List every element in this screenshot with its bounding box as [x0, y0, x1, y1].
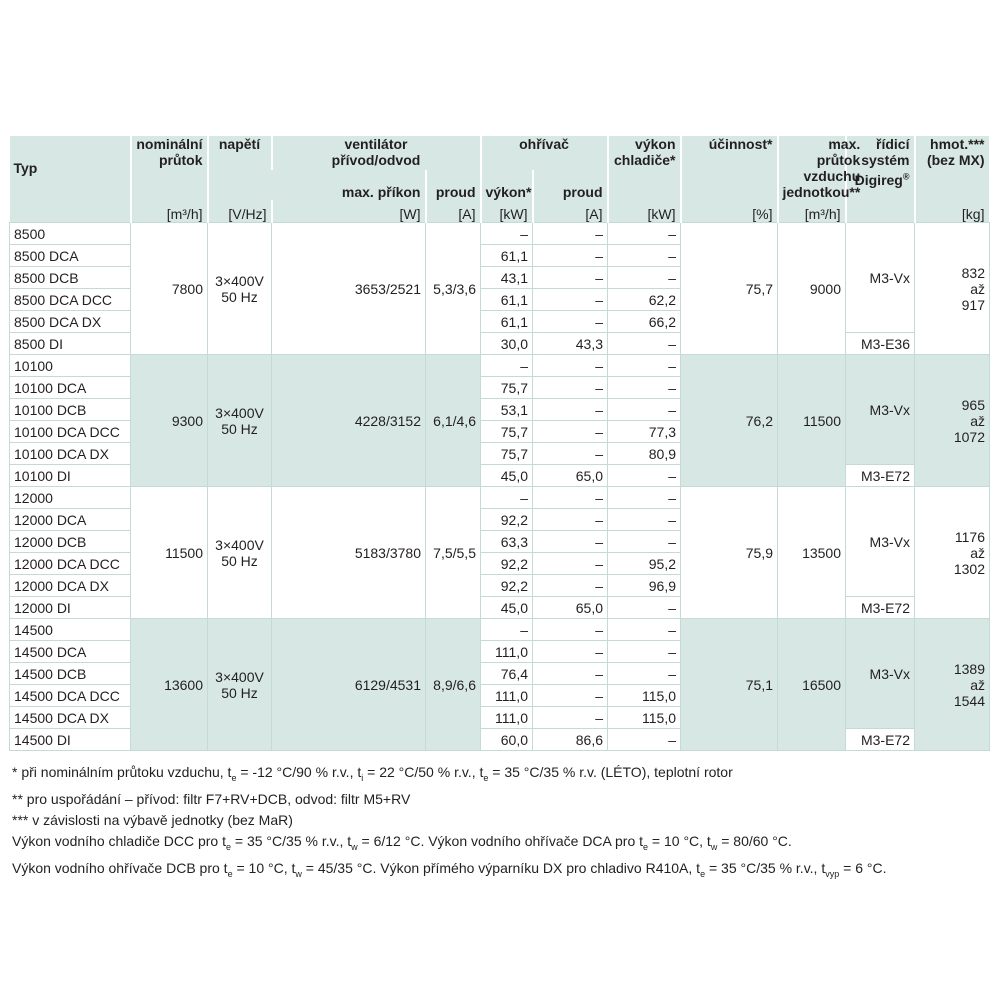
heater-power-cell: –: [481, 223, 533, 245]
heater-power-cell: 61,1: [481, 245, 533, 267]
fan-power-cell: 3653/2521: [272, 223, 426, 355]
weight-no-mx-cell: [915, 487, 990, 619]
control-cell: M3-Vx: [846, 223, 915, 333]
table-row: [10, 487, 990, 509]
heater-power-cell: 61,1: [481, 289, 533, 311]
cooler-cell: –: [608, 245, 681, 267]
col-header-max-flow: [778, 136, 861, 200]
heater-current-cell: 65,0: [533, 597, 608, 619]
type-cell: 10100 DCA DCC: [10, 421, 131, 443]
heater-power-cell: 76,4: [481, 663, 533, 685]
unit-heater-power: [kW]: [481, 200, 533, 223]
model-group: [10, 223, 990, 355]
efficiency-cell: 76,2: [681, 355, 778, 487]
header-text: max. průtok: [816, 136, 861, 168]
col-header-cooler: [608, 136, 681, 200]
header-text: výkon: [635, 136, 676, 152]
header-text: vzduchu: [803, 168, 861, 184]
cooler-cell: 95,2: [608, 553, 681, 575]
footnotes: [12, 762, 992, 884]
type-cell: 14500: [10, 619, 131, 641]
heater-power-cell: –: [481, 355, 533, 377]
type-cell: 12000 DCA DX: [10, 575, 131, 597]
footnote-text: = 45/35 °C. Výkon přímého výparníku DX pro chladivo R410A, t: [301, 859, 701, 876]
registered-mark: ®: [902, 171, 910, 181]
heater-power-cell: 53,1: [481, 399, 533, 421]
heater-power-cell: 30,0: [481, 333, 533, 355]
weight-no-mx-cell: [915, 223, 990, 355]
model-group: [10, 355, 990, 487]
cooler-cell: 77,3: [608, 421, 681, 443]
footnote-text: = 80/60 °C.: [717, 832, 792, 849]
model-group: [10, 487, 990, 619]
max-flow-cell: 11500: [778, 355, 846, 487]
header-text: řídicí: [876, 136, 910, 152]
max-flow-cell: 9000: [778, 223, 846, 355]
header-text: hmot.***: [930, 136, 985, 152]
col-header-fan-current: proud: [426, 170, 481, 200]
fan-current-cell: 6,1/4,6: [426, 355, 481, 487]
control-cell: M3-Vx: [846, 487, 915, 597]
weight-no-mx-cell-value: 1389 až 1544: [953, 660, 985, 709]
type-cell: 10100 DI: [10, 465, 131, 487]
fan-current-cell: 7,5/5,5: [426, 487, 481, 619]
heater-current-cell: –: [533, 707, 608, 729]
heater-power-cell: 43,1: [481, 267, 533, 289]
fan-power-cell: 5183/3780: [272, 487, 426, 619]
nominal-flow-cell: 11500: [131, 487, 208, 619]
heater-power-cell: 45,0: [481, 597, 533, 619]
cooler-cell: –: [608, 663, 681, 685]
col-header-nominal-flow: [131, 136, 208, 200]
cooler-cell: –: [608, 465, 681, 487]
nominal-flow-cell: 7800: [131, 223, 208, 355]
heater-current-cell: –: [533, 553, 608, 575]
heater-power-cell: 60,0: [481, 729, 533, 751]
footnote-text: Výkon vodního ohřívače DCB pro t: [12, 859, 228, 876]
header-text: chladiče*: [614, 152, 676, 168]
footnote-subscript: i: [361, 772, 364, 783]
heater-power-cell: 75,7: [481, 421, 533, 443]
weight-no-mx-cell-value: 1176 až 1302: [953, 528, 985, 577]
col-header-heater-current: proud: [533, 170, 608, 200]
footnote-subscript: e: [226, 841, 232, 852]
footnote-subscript: w: [710, 841, 718, 852]
heater-current-cell: –: [533, 267, 608, 289]
footnote-subscript: w: [295, 868, 302, 879]
weight-no-mx-cell-value: 965 až 1072: [953, 396, 985, 445]
heater-current-cell: –: [533, 223, 608, 245]
efficiency-cell: 75,7: [681, 223, 778, 355]
footnote-text: = 10 °C, t: [232, 859, 296, 876]
col-header-heater-power: výkon*: [481, 170, 533, 200]
cooler-cell: 115,0: [608, 685, 681, 707]
cooler-cell: –: [608, 531, 681, 553]
heater-power-cell: 111,0: [481, 641, 533, 663]
cooler-cell: –: [608, 509, 681, 531]
footnote-subscript: e: [483, 772, 489, 783]
type-cell: 12000 DCA DCC: [10, 553, 131, 575]
table-row: [10, 223, 990, 245]
voltage-value: 3×400V 50 Hz: [215, 668, 264, 701]
footnote-subscript: e: [700, 868, 706, 879]
unit-max-flow: [m³/h]: [778, 200, 846, 223]
heater-current-cell: –: [533, 641, 608, 663]
fan-power-cell: 4228/3152: [272, 355, 426, 487]
model-group: [10, 619, 990, 751]
type-cell: 8500 DCA: [10, 245, 131, 267]
spec-table: [9, 136, 990, 751]
header-text: ventilátor: [344, 136, 408, 152]
header-text: nominální: [136, 136, 203, 152]
unit-fan-power: [W]: [272, 200, 426, 223]
footnote-text: = -12 °C/90 % r.v., t: [236, 764, 362, 780]
footnote-subscript: vyp: [825, 868, 840, 879]
cooler-cell: –: [608, 333, 681, 355]
heater-current-cell: 86,6: [533, 729, 608, 751]
cooler-cell: –: [608, 355, 681, 377]
footnote-text: = 35 °C/35 % r.v., t: [705, 859, 826, 876]
type-cell: 8500 DCB: [10, 267, 131, 289]
col-header-typ: Typ: [10, 136, 131, 200]
unit-weight-no-mx: [kg]: [915, 200, 990, 223]
cooler-cell: –: [608, 223, 681, 245]
cooler-cell: –: [608, 641, 681, 663]
cooler-cell: –: [608, 597, 681, 619]
footnote-text: = 35 °C/35 % r.v. (LÉTO), teplotní rotor: [488, 764, 733, 780]
voltage-value: 3×400V 50 Hz: [215, 404, 264, 437]
weight-no-mx-cell: [915, 355, 990, 487]
type-cell: 8500 DCA DX: [10, 311, 131, 333]
cooler-cell: –: [608, 399, 681, 421]
header-text: jednotkou**: [782, 184, 861, 200]
unit-cooler: [kW]: [608, 200, 681, 223]
weight-no-mx-cell: [915, 619, 990, 751]
cooler-cell: –: [608, 377, 681, 399]
footnote-subscript: e: [231, 772, 237, 783]
heater-power-cell: –: [481, 619, 533, 641]
heater-power-cell: 92,2: [481, 509, 533, 531]
voltage-value: 3×400V 50 Hz: [215, 272, 264, 305]
cooler-cell: –: [608, 267, 681, 289]
cooler-cell: 115,0: [608, 707, 681, 729]
col-header-voltage: napětí: [208, 136, 272, 200]
footnote-text: Výkon vodního chladiče DCC pro t: [12, 832, 226, 849]
footnote-text: = 10 °C, t: [648, 832, 711, 849]
heater-power-cell: 111,0: [481, 707, 533, 729]
unit-typ: [10, 200, 131, 223]
heater-power-cell: 92,2: [481, 553, 533, 575]
heater-current-cell: –: [533, 377, 608, 399]
cooler-cell: –: [608, 729, 681, 751]
voltage-cell: [208, 223, 272, 355]
control-cell: M3-Vx: [846, 619, 915, 729]
type-cell: 8500 DI: [10, 333, 131, 355]
type-cell: 12000 DCA: [10, 509, 131, 531]
max-flow-cell: 16500: [778, 619, 846, 751]
col-header-fan-power: max. příkon: [272, 170, 426, 200]
control-di-cell: M3-E72: [846, 597, 915, 619]
efficiency-cell: 75,9: [681, 487, 778, 619]
footnote-subscript: e: [227, 868, 233, 879]
weight-no-mx-cell-value: 832 až 917: [961, 264, 985, 313]
type-cell: 12000 DCB: [10, 531, 131, 553]
col-header-fan: [272, 136, 481, 170]
header-text: (bez MX): [926, 152, 985, 168]
efficiency-cell: 75,1: [681, 619, 778, 751]
type-cell: 14500 DCA DCC: [10, 685, 131, 707]
heater-power-cell: 75,7: [481, 377, 533, 399]
type-cell: 12000: [10, 487, 131, 509]
cooler-cell: 96,9: [608, 575, 681, 597]
footnote-2: ** pro uspořádání – přívod: filtr F7+RV+DCB, odvod: filtr M5+RV: [12, 790, 411, 807]
heater-current-cell: –: [533, 399, 608, 421]
heater-power-cell: 63,3: [481, 531, 533, 553]
header-row-units: [10, 200, 990, 223]
footnote-1: [12, 762, 992, 789]
heater-current-cell: –: [533, 443, 608, 465]
type-cell: 8500: [10, 223, 131, 245]
voltage-value: 3×400V 50 Hz: [215, 536, 264, 569]
control-di-cell: M3-E72: [846, 729, 915, 751]
footnote-text: = 22 °C/50 % r.v., t: [363, 764, 484, 780]
footnote-text: = 6 °C.: [839, 859, 887, 876]
type-cell: 10100 DCA: [10, 377, 131, 399]
table-row: [10, 355, 990, 377]
heater-current-cell: –: [533, 487, 608, 509]
fan-current-cell: 8,9/6,6: [426, 619, 481, 751]
unit-flow: [m³/h]: [131, 200, 208, 223]
cooler-cell: –: [608, 619, 681, 641]
control-cell: M3-Vx: [846, 355, 915, 465]
type-cell: 14500 DCA: [10, 641, 131, 663]
heater-current-cell: –: [533, 663, 608, 685]
heater-current-cell: –: [533, 685, 608, 707]
heater-power-cell: 111,0: [481, 685, 533, 707]
footnote-3: *** v závislosti na výbavě jednotky (bez MaR): [12, 811, 293, 828]
type-cell: 10100 DCA DX: [10, 443, 131, 465]
header-text: systém: [861, 152, 910, 168]
unit-heater-current: [A]: [533, 200, 608, 223]
heater-current-cell: –: [533, 421, 608, 443]
footnote-text: = 6/12 °C. Výkon vodního ohřívače DCA pro t: [357, 832, 644, 849]
heater-power-cell: 45,0: [481, 465, 533, 487]
heater-current-cell: –: [533, 355, 608, 377]
cooler-cell: –: [608, 487, 681, 509]
type-cell: 10100 DCB: [10, 399, 131, 421]
heater-current-cell: –: [533, 289, 608, 311]
heater-current-cell: 43,3: [533, 333, 608, 355]
footnote-4: [12, 831, 992, 858]
cooler-cell: 66,2: [608, 311, 681, 333]
header-text: přívod/odvod: [331, 152, 421, 168]
footnote-text: = 35 °C/35 % r.v., t: [231, 832, 352, 849]
unit-control: [846, 200, 915, 223]
nominal-flow-cell: 13600: [131, 619, 208, 751]
heater-power-cell: 61,1: [481, 311, 533, 333]
heater-power-cell: –: [481, 487, 533, 509]
header-text: Digireg: [854, 171, 903, 188]
col-header-heater: ohřívač: [481, 136, 608, 170]
voltage-cell: [208, 619, 272, 751]
table-row: [10, 619, 990, 641]
type-cell: 14500 DI: [10, 729, 131, 751]
control-di-cell: M3-E36: [846, 333, 915, 355]
footnote-5: [12, 858, 992, 885]
fan-power-cell: 6129/4531: [272, 619, 426, 751]
fan-current-cell: 5,3/3,6: [426, 223, 481, 355]
heater-current-cell: 65,0: [533, 465, 608, 487]
unit-voltage: [V/Hz]: [208, 200, 272, 223]
col-header-efficiency: účinnost*: [681, 136, 778, 200]
type-cell: 10100: [10, 355, 131, 377]
type-cell: 8500 DCA DCC: [10, 289, 131, 311]
footnote-subscript: e: [643, 841, 649, 852]
heater-current-cell: –: [533, 245, 608, 267]
col-header-weight-no-mx: [915, 136, 990, 200]
max-flow-cell: 13500: [778, 487, 846, 619]
heater-current-cell: –: [533, 619, 608, 641]
nominal-flow-cell: 9300: [131, 355, 208, 487]
footnote-text: * při nominálním průtoku vzduchu, t: [12, 764, 232, 780]
heater-current-cell: –: [533, 311, 608, 333]
heater-current-cell: –: [533, 531, 608, 553]
heater-current-cell: –: [533, 575, 608, 597]
voltage-cell: [208, 487, 272, 619]
unit-fan-current: [A]: [426, 200, 481, 223]
heater-power-cell: 92,2: [481, 575, 533, 597]
type-cell: 12000 DI: [10, 597, 131, 619]
header-row-main: [10, 136, 990, 170]
type-cell: 14500 DCB: [10, 663, 131, 685]
unit-efficiency: [%]: [681, 200, 778, 223]
cooler-cell: 62,2: [608, 289, 681, 311]
heater-current-cell: –: [533, 509, 608, 531]
control-di-cell: M3-E72: [846, 465, 915, 487]
header-text: průtok: [158, 152, 203, 168]
type-cell: 14500 DCA DX: [10, 707, 131, 729]
footnote-subscript: w: [351, 841, 358, 852]
heater-power-cell: 75,7: [481, 443, 533, 465]
cooler-cell: 80,9: [608, 443, 681, 465]
voltage-cell: [208, 355, 272, 487]
